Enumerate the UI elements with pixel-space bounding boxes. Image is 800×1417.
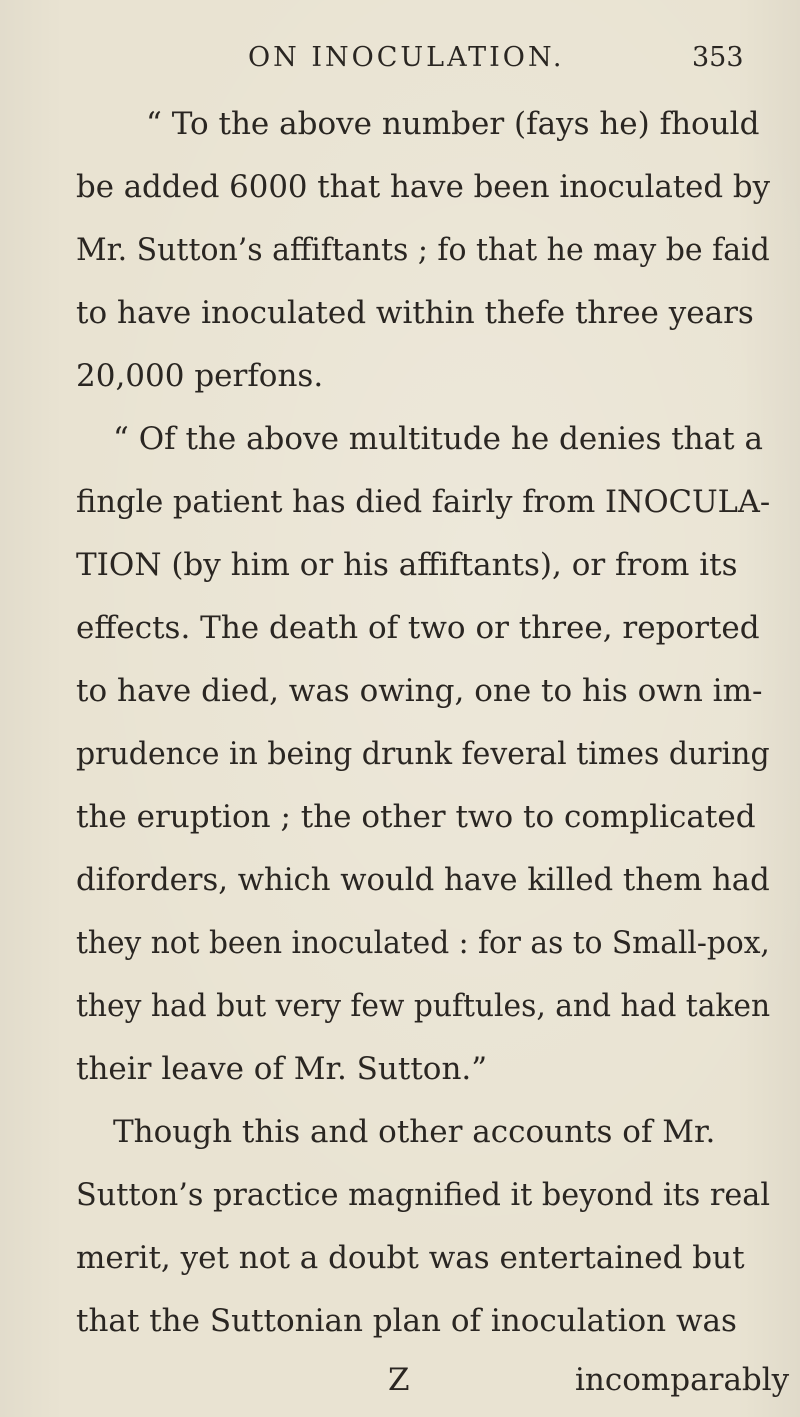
line-text: Though this and other accounts of Mr. bbox=[113, 1114, 716, 1150]
line-text: prudence in being drunk feveral times during bbox=[76, 736, 770, 772]
page-number: 353 bbox=[692, 42, 744, 73]
line-text: fingle patient has died fairly from INOCULA- bbox=[76, 484, 771, 520]
page-footer bbox=[0, 1362, 800, 1402]
line-text: effects. The death of two or three, reported bbox=[76, 610, 760, 646]
line-text: 20,000 perfons. bbox=[76, 358, 324, 394]
line-text: their leave of Mr. Sutton.” bbox=[76, 1051, 488, 1087]
running-head-title: ON INOCULATION. bbox=[248, 42, 565, 73]
line-text: to have died, was owing, one to his own im- bbox=[76, 673, 763, 709]
line-text: they not been inoculated : for as to Small-pox, bbox=[76, 925, 770, 961]
line-text: TION (by him or his affiftants), or from its bbox=[76, 547, 738, 583]
line-text: Sutton’s practice magnified it beyond its real bbox=[76, 1177, 771, 1213]
line-text: be added 6000 that have been inoculated by bbox=[76, 169, 770, 205]
signature-mark: Z bbox=[388, 1362, 410, 1398]
running-head bbox=[0, 42, 800, 82]
line-text: they had but very few puftules, and had taken bbox=[76, 988, 771, 1024]
line-text: merit, yet not a doubt was entertained but bbox=[76, 1240, 745, 1276]
line-text: “ To the above number (fays he) fhould bbox=[146, 106, 760, 142]
catchword: incomparably bbox=[575, 1362, 790, 1398]
line-text: diforders, which would have killed them had bbox=[76, 862, 770, 898]
line-text: “ Of the above multitude he denies that a bbox=[113, 421, 763, 457]
line-text: the eruption ; the other two to complicated bbox=[76, 799, 756, 835]
line-text: to have inoculated within thefe three years bbox=[76, 295, 754, 331]
line-text: that the Suttonian plan of inoculation was bbox=[76, 1303, 737, 1339]
line-text: Mr. Sutton’s affiftants ; fo that he may be faid bbox=[76, 232, 770, 268]
